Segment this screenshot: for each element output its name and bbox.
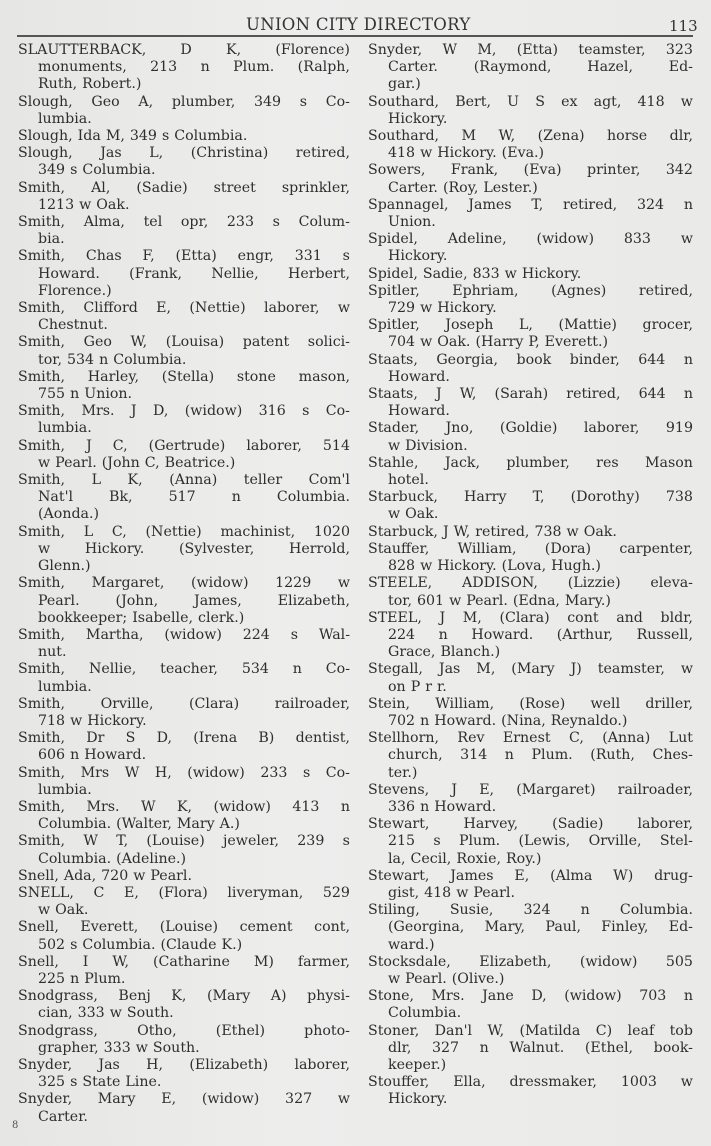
entry-line-name: Sowers, Frank, (Eva) printer, 342 bbox=[368, 162, 693, 179]
entry-line-continuation: Columbia. bbox=[388, 1005, 462, 1022]
entry-line-name: Slough, Geo A, plumber, 349 s Co- bbox=[18, 93, 350, 110]
entry-line-name: SNELL, C E, (Flora) liveryman, 529 bbox=[18, 884, 350, 901]
directory-entry bbox=[368, 386, 693, 420]
entry-line-continuation: 718 w Hickory. bbox=[38, 712, 147, 729]
entry-line-name: Stoner, Dan'l W, (Matilda C) leaf tob bbox=[368, 1022, 693, 1039]
entry-line-continuation: gist, 418 w Pearl. bbox=[388, 884, 515, 901]
directory-entry bbox=[368, 902, 693, 954]
entry-line-name: Smith, Harley, (Stella) stone mason, bbox=[18, 368, 350, 385]
directory-entry bbox=[18, 1091, 350, 1125]
entry-line-name: Staats, Georgia, book binder, 644 n bbox=[368, 351, 693, 368]
directory-entry bbox=[368, 1074, 693, 1108]
entry-line-name: SLAUTTERBACK, D K, (Florence) bbox=[18, 42, 350, 58]
entry-line-name: STEEL, J M, (Clara) cont and bldr, bbox=[368, 609, 693, 626]
directory-entry bbox=[18, 799, 350, 833]
entry-line-continuation: Nat'l Bk, 517 n Columbia. bbox=[38, 489, 350, 506]
entry-line-name: Stein, William, (Rose) well driller, bbox=[368, 695, 693, 712]
directory-entry bbox=[368, 94, 693, 128]
entry-line-continuation: Columbia. (Adeline.) bbox=[38, 850, 187, 867]
entry-line-continuation: 729 w Hickory. bbox=[388, 300, 497, 317]
directory-entry bbox=[18, 730, 350, 764]
directory-entry bbox=[368, 782, 693, 816]
entry-line-name: Stewart, James E, (Alma W) drug- bbox=[368, 867, 693, 884]
entry-line-continuation: hotel. bbox=[388, 472, 429, 489]
entry-line-continuation: Carter. (Raymond, Hazel, Ed- bbox=[388, 59, 693, 76]
entry-line-continuation: lumbia. bbox=[38, 420, 92, 437]
entry-line-name: Smith, Orville, (Clara) railroader, bbox=[18, 695, 350, 712]
entry-line-continuation: Howard. bbox=[388, 368, 450, 385]
directory-entry bbox=[368, 730, 693, 782]
directory-entry bbox=[18, 300, 350, 334]
header-rule bbox=[17, 35, 693, 37]
entry-line-continuation: w Division. bbox=[388, 437, 468, 454]
directory-entry bbox=[18, 180, 350, 214]
entry-line-name: Smith, Margaret, (widow) 1229 w bbox=[18, 575, 350, 592]
entry-line-continuation: la, Cecil, Roxie, Roy.) bbox=[388, 850, 542, 867]
entry-line-name: Snodgrass, Benj K, (Mary A) physi- bbox=[18, 988, 350, 1005]
directory-entry bbox=[18, 627, 350, 661]
entry-line-name: Snodgrass, Otho, (Ethel) photo- bbox=[18, 1022, 350, 1039]
entry-line-continuation: Carter. bbox=[38, 1108, 88, 1125]
entry-line-continuation: 349 s Columbia. bbox=[38, 162, 156, 179]
entry-line-name: Southard, M W, (Zena) horse dlr, bbox=[368, 128, 693, 145]
entry-line-name: Stiling, Susie, 324 n Columbia. bbox=[368, 902, 693, 919]
left-column bbox=[18, 42, 350, 1126]
entry-line-name: Slough, Jas L, (Christina) retired, bbox=[18, 145, 350, 162]
entry-line-continuation: lumbia. bbox=[38, 781, 92, 798]
entry-line-name: Smith, Clifford E, (Nettie) laborer, w bbox=[18, 300, 350, 317]
entry-line-continuation: (Aonda.) bbox=[38, 506, 100, 523]
entry-line-continuation: Carter. (Roy, Lester.) bbox=[388, 179, 538, 196]
directory-entry bbox=[368, 696, 693, 730]
directory-entry bbox=[368, 197, 693, 231]
entry-line-continuation: Hickory. bbox=[388, 248, 448, 265]
directory-entry bbox=[18, 1023, 350, 1057]
entry-line-name: Stewart, Harvey, (Sadie) laborer, bbox=[368, 816, 693, 833]
entry-line-name: Spitler, Joseph L, (Mattie) grocer, bbox=[368, 317, 693, 334]
entry-line-continuation: 336 n Howard. bbox=[388, 798, 497, 815]
entry-line-name: Stone, Mrs. Jane D, (widow) 703 n bbox=[368, 988, 693, 1005]
directory-entry bbox=[368, 352, 693, 386]
directory-entry bbox=[368, 266, 693, 283]
directory-entry bbox=[368, 661, 693, 695]
entry-line-name: Starbuck, J W, retired, 738 w Oak. bbox=[368, 523, 617, 540]
entry-line-name: Spidel, Sadie, 833 w Hickory. bbox=[368, 265, 582, 282]
directory-entry bbox=[18, 472, 350, 524]
entry-line-continuation: grapher, 333 w South. bbox=[38, 1039, 200, 1056]
entry-line-continuation: 215 s Plum. (Lewis, Orville, Stel- bbox=[388, 833, 693, 850]
directory-entry bbox=[368, 42, 693, 94]
entry-line-continuation: tor, 534 n Columbia. bbox=[38, 351, 187, 368]
entry-line-continuation: w Pearl. (Olive.) bbox=[388, 970, 505, 987]
directory-entry bbox=[368, 128, 693, 162]
directory-entry bbox=[18, 954, 350, 988]
entry-line-name: STEELE, ADDISON, (Lizzie) eleva- bbox=[368, 575, 693, 592]
entry-line-name: Snell, Ada, 720 w Pearl. bbox=[18, 867, 192, 884]
entry-line-name: Snyder, Mary E, (widow) 327 w bbox=[18, 1091, 350, 1108]
page-header bbox=[0, 13, 711, 37]
directory-entry bbox=[18, 885, 350, 919]
entry-line-continuation: 224 n Howard. (Arthur, Russell, bbox=[388, 626, 693, 643]
directory-entry bbox=[368, 162, 693, 196]
entry-line-continuation: monuments, 213 n Plum. (Ralph, bbox=[38, 59, 350, 76]
directory-entry bbox=[18, 214, 350, 248]
directory-entry bbox=[18, 661, 350, 695]
entry-line-name: Stahle, Jack, plumber, res Mason bbox=[368, 454, 693, 471]
entry-line-name: Southard, Bert, U S ex agt, 418 w bbox=[368, 93, 693, 110]
entry-line-continuation: w Pearl. (John C, Beatrice.) bbox=[38, 454, 236, 471]
entry-line-continuation: w Oak. bbox=[38, 902, 89, 919]
entry-line-name: Starbuck, Harry T, (Dorothy) 738 bbox=[368, 489, 693, 506]
entry-line-continuation: ward.) bbox=[388, 936, 435, 953]
right-column bbox=[368, 42, 693, 1109]
directory-entry bbox=[18, 94, 350, 128]
entry-line-name: Spitler, Ephriam, (Agnes) retired, bbox=[368, 282, 693, 299]
entry-line-name: Smith, Geo W, (Louisa) patent solici- bbox=[18, 334, 350, 351]
entry-line-name: Smith, Mrs. W K, (widow) 413 n bbox=[18, 798, 350, 815]
entry-line-continuation: nut. bbox=[38, 644, 67, 661]
entry-line-name: Stader, Jno, (Goldie) laborer, 919 bbox=[368, 420, 693, 437]
entry-line-continuation: tor, 601 w Pearl. (Edna, Mary.) bbox=[388, 592, 611, 609]
entry-line-name: Snell, Everett, (Louise) cement cont, bbox=[18, 919, 350, 936]
entry-line-name: Slough, Ida M, 349 s Columbia. bbox=[18, 128, 248, 145]
entry-line-name: Smith, J C, (Gertrude) laborer, 514 bbox=[18, 437, 350, 454]
entry-line-name: Snell, I W, (Catharine M) farmer, bbox=[18, 953, 350, 970]
entry-line-name: Smith, Martha, (widow) 224 s Wal- bbox=[18, 626, 350, 643]
entry-line-name: Snyder, W M, (Etta) teamster, 323 bbox=[368, 42, 693, 58]
entry-line-continuation: 828 w Hickory. (Lova, Hugh.) bbox=[388, 558, 601, 575]
directory-entry bbox=[368, 231, 693, 265]
entry-line-name: Snyder, Jas H, (Elizabeth) laborer, bbox=[18, 1056, 350, 1073]
directory-entry bbox=[368, 1023, 693, 1075]
entry-line-name: Smith, Al, (Sadie) street sprinkler, bbox=[18, 179, 350, 196]
directory-entry bbox=[18, 524, 350, 576]
entry-line-continuation: Chestnut. bbox=[38, 317, 108, 334]
entry-line-continuation: Howard. (Frank, Nellie, Herbert, bbox=[38, 265, 350, 282]
directory-entry bbox=[368, 868, 693, 902]
entry-line-name: Stellhorn, Rev Ernest C, (Anna) Lut bbox=[368, 730, 693, 747]
directory-entry bbox=[18, 765, 350, 799]
entry-line-continuation: (Georgina, Mary, Paul, Finley, Ed- bbox=[388, 919, 693, 936]
entry-line-continuation: Grace, Blanch.) bbox=[388, 644, 501, 661]
directory-entry bbox=[368, 283, 693, 317]
entry-line-continuation: keeper.) bbox=[388, 1056, 447, 1073]
directory-entry bbox=[18, 919, 350, 953]
entry-line-name: Smith, Mrs W H, (widow) 233 s Co- bbox=[18, 764, 350, 781]
entry-line-name: Smith, W T, (Louise) jeweler, 239 s bbox=[18, 833, 350, 850]
entry-line-continuation: w Oak. bbox=[388, 506, 439, 523]
directory-entry bbox=[368, 954, 693, 988]
entry-line-continuation: Glenn.) bbox=[38, 558, 91, 575]
directory-entry bbox=[18, 145, 350, 179]
entry-line-continuation: 606 n Howard. bbox=[38, 747, 147, 764]
directory-entry bbox=[368, 317, 693, 351]
directory-entry bbox=[368, 455, 693, 489]
entry-line-name: Spannagel, James T, retired, 324 n bbox=[368, 196, 693, 213]
entry-line-name: Smith, Nellie, teacher, 534 n Co- bbox=[18, 661, 350, 678]
entry-line-name: Smith, Mrs. J D, (widow) 316 s Co- bbox=[18, 403, 350, 420]
entry-line-name: Stevens, J E, (Margaret) railroader, bbox=[368, 781, 693, 798]
entry-line-continuation: 755 n Union. bbox=[38, 386, 133, 403]
entry-line-continuation: Hickory. bbox=[388, 110, 448, 127]
entry-line-name: Spidel, Adeline, (widow) 833 w bbox=[368, 231, 693, 248]
entry-line-name: Smith, Chas F, (Etta) engr, 331 s bbox=[18, 248, 350, 265]
entry-line-continuation: lumbia. bbox=[38, 678, 92, 695]
entry-line-name: Smith, Alma, tel opr, 233 s Colum- bbox=[18, 214, 350, 231]
entry-line-continuation: Florence.) bbox=[38, 282, 112, 299]
signature-mark: 8 bbox=[12, 1120, 19, 1131]
entry-line-continuation: lumbia. bbox=[38, 110, 92, 127]
directory-entry bbox=[18, 128, 350, 145]
directory-entry bbox=[18, 334, 350, 368]
directory-entry bbox=[18, 403, 350, 437]
entry-line-continuation: 225 n Plum. bbox=[38, 970, 126, 987]
entry-line-continuation: 704 w Oak. (Harry P, Everett.) bbox=[388, 334, 608, 351]
directory-entry bbox=[368, 524, 693, 541]
entry-line-continuation: dlr, 327 n Walnut. (Ethel, book- bbox=[388, 1039, 693, 1056]
entry-line-continuation: ter.) bbox=[388, 764, 418, 781]
entry-line-name: Stegall, Jas M, (Mary J) teamster, w bbox=[368, 661, 693, 678]
directory-entry bbox=[18, 248, 350, 300]
entry-line-continuation: w Hickory. (Sylvester, Herrold, bbox=[38, 540, 350, 557]
entry-line-continuation: 502 s Columbia. (Claude K.) bbox=[38, 936, 243, 953]
directory-entry bbox=[18, 833, 350, 867]
entry-line-continuation: bia. bbox=[38, 231, 65, 248]
entry-line-name: Staats, J W, (Sarah) retired, 644 n bbox=[368, 386, 693, 403]
entry-line-continuation: 418 w Hickory. (Eva.) bbox=[388, 145, 545, 162]
entry-line-continuation: cian, 333 w South. bbox=[38, 1005, 174, 1022]
directory-entry bbox=[368, 489, 693, 523]
page-number: 113 bbox=[669, 17, 698, 35]
entry-line-continuation: 1213 w Oak. bbox=[38, 196, 130, 213]
directory-entry bbox=[18, 1057, 350, 1091]
entry-line-name: Stocksdale, Elizabeth, (widow) 505 bbox=[368, 953, 693, 970]
entry-line-name: Smith, L K, (Anna) teller Com'l bbox=[18, 472, 350, 489]
directory-entry bbox=[368, 420, 693, 454]
entry-line-continuation: Pearl. (John, James, Elizabeth, bbox=[38, 592, 350, 609]
entry-line-continuation: Howard. bbox=[388, 403, 450, 420]
entry-line-name: Smith, Dr S D, (Irena B) dentist, bbox=[18, 730, 350, 747]
running-head: UNION CITY DIRECTORY bbox=[246, 15, 471, 34]
entry-line-continuation: Columbia. (Walter, Mary A.) bbox=[38, 816, 240, 833]
entry-line-continuation: church, 314 n Plum. (Ruth, Ches- bbox=[388, 747, 693, 764]
entry-line-continuation: 325 s State Line. bbox=[38, 1074, 162, 1091]
directory-entry bbox=[18, 369, 350, 403]
entry-line-name: Stauffer, William, (Dora) carpenter, bbox=[368, 540, 693, 557]
directory-entry bbox=[18, 868, 350, 885]
entry-line-continuation: Union. bbox=[388, 214, 436, 231]
entry-line-continuation: Hickory. bbox=[388, 1091, 448, 1108]
directory-entry bbox=[368, 988, 693, 1022]
directory-entry bbox=[18, 696, 350, 730]
entry-line-continuation: 702 n Howard. (Nina, Reynaldo.) bbox=[388, 712, 628, 729]
directory-entry bbox=[18, 575, 350, 627]
entry-line-continuation: on P r r. bbox=[388, 678, 447, 695]
directory-entry bbox=[18, 42, 350, 94]
directory-entry bbox=[368, 541, 693, 575]
directory-entry bbox=[368, 610, 693, 662]
entry-line-continuation: gar.) bbox=[388, 76, 421, 93]
directory-entry bbox=[18, 438, 350, 472]
entry-line-name: Smith, L C, (Nettie) machinist, 1020 bbox=[18, 523, 350, 540]
directory-entry bbox=[368, 816, 693, 868]
entry-line-name: Stouffer, Ella, dressmaker, 1003 w bbox=[368, 1074, 693, 1091]
entry-line-continuation: bookkeeper; Isabelle, clerk.) bbox=[38, 609, 245, 626]
directory-entry bbox=[368, 575, 693, 609]
entry-line-continuation: Ruth, Robert.) bbox=[38, 76, 142, 93]
directory-entry bbox=[18, 988, 350, 1022]
